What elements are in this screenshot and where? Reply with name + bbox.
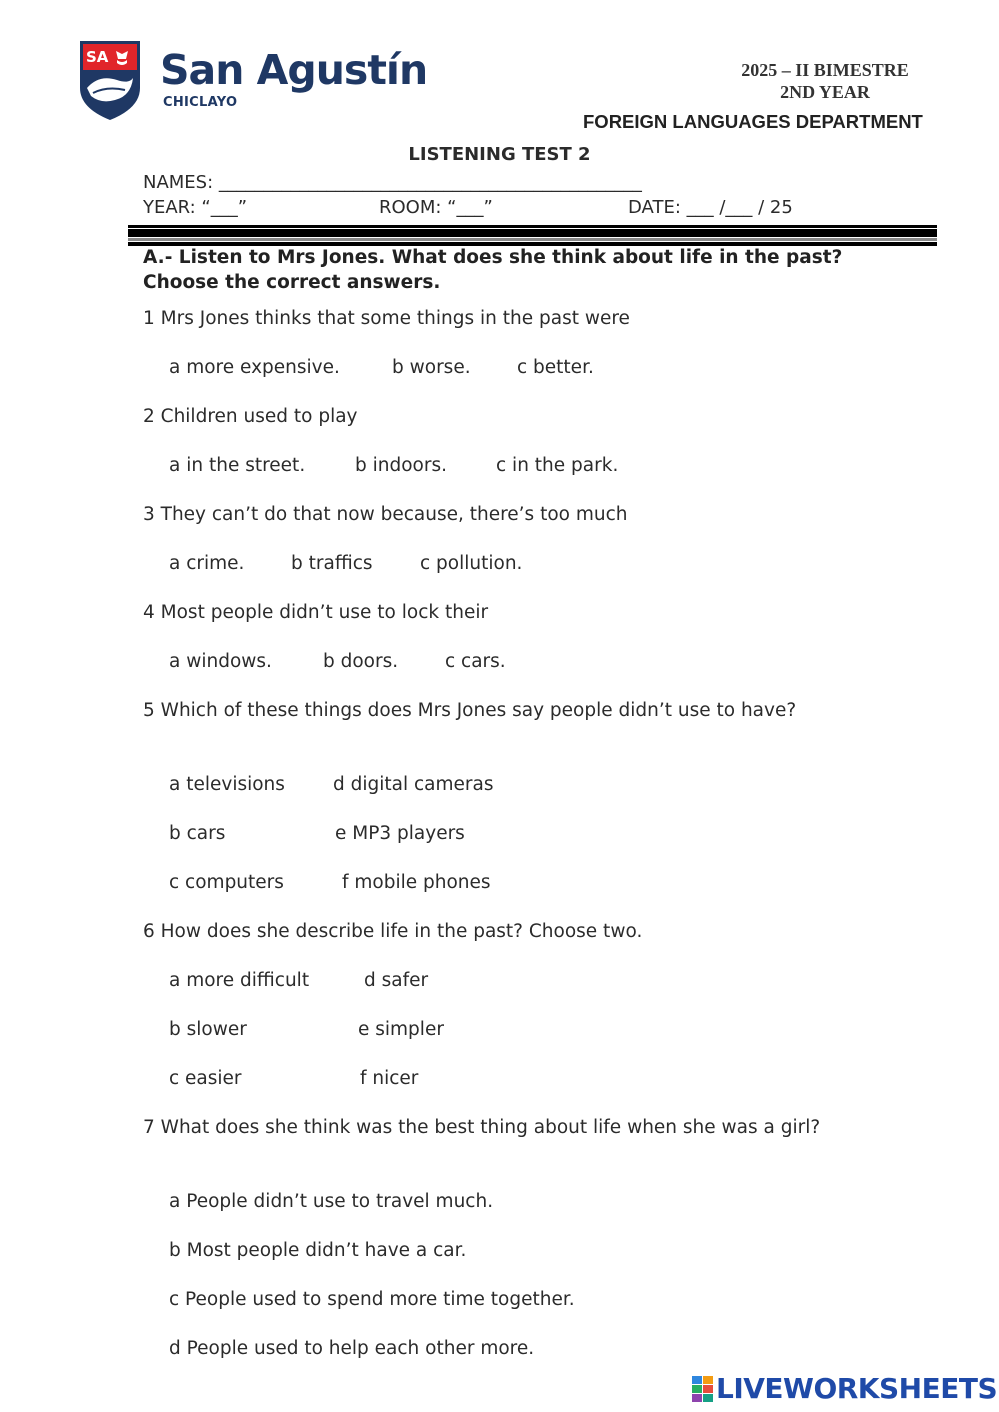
names-field[interactable]: NAMES: _______________________________________________ <box>143 172 642 193</box>
date-field[interactable]: DATE: ___ /___ / 25 <box>628 197 793 218</box>
q2-option-b[interactable]: b indoors. <box>355 455 447 476</box>
svg-text:SA: SA <box>86 48 109 66</box>
q1-option-b[interactable]: b worse. <box>392 357 471 378</box>
q3-option-b[interactable]: b traffics <box>291 553 373 574</box>
room-field[interactable]: ROOM: “___” <box>379 197 493 218</box>
liveworksheets-watermark <box>692 1372 997 1405</box>
question-5: 5 Which of these things does Mrs Jones say people didn’t use to have? <box>143 700 797 721</box>
term-line: 2025 – II BIMESTRE <box>741 60 909 80</box>
q4-option-a[interactable]: a windows. <box>169 651 272 672</box>
q7-option-a[interactable]: a People didn’t use to travel much. <box>169 1191 494 1212</box>
liveworksheets-logo-icon <box>692 1376 714 1402</box>
q6-option-b[interactable]: b slower <box>169 1019 247 1040</box>
q7-option-c[interactable]: c People used to spend more time together. <box>169 1289 575 1310</box>
q6-option-a[interactable]: a more difficult <box>169 970 310 991</box>
q3-option-a[interactable]: a crime. <box>169 553 245 574</box>
q4-option-b[interactable]: b doors. <box>323 651 399 672</box>
year-field[interactable]: YEAR: “___” <box>143 197 248 218</box>
q5-option-d[interactable]: d digital cameras <box>333 774 494 795</box>
q1-option-c[interactable]: c better. <box>517 357 594 378</box>
q5-option-e[interactable]: e MP3 players <box>335 823 465 844</box>
watermark-text: LIVEWORKSHEETS <box>716 1372 998 1405</box>
question-2: 2 Children used to play <box>143 406 358 427</box>
q7-option-d[interactable]: d People used to help each other more. <box>169 1338 535 1359</box>
q2-option-a[interactable]: a in the street. <box>169 455 306 476</box>
q6-option-f[interactable]: f nicer <box>360 1068 419 1089</box>
school-logo-icon <box>77 38 143 122</box>
divider <box>128 238 937 241</box>
q6-option-c[interactable]: c easier <box>169 1068 242 1089</box>
q6-option-d[interactable]: d safer <box>364 970 429 991</box>
test-title: LISTENING TEST 2 <box>408 144 591 165</box>
q5-option-b[interactable]: b cars <box>169 823 226 844</box>
q2-option-c[interactable]: c in the park. <box>496 455 619 476</box>
divider <box>128 229 937 237</box>
question-3: 3 They can’t do that now because, there’s too much <box>143 504 628 525</box>
q7-option-b[interactable]: b Most people didn’t have a car. <box>169 1240 467 1261</box>
q4-option-c[interactable]: c cars. <box>445 651 506 672</box>
question-7: 7 What does she think was the best thing about life when she was a girl? <box>143 1117 821 1138</box>
school-city: CHICLAYO <box>163 95 238 110</box>
divider <box>128 225 937 228</box>
section-a-instruction: A.- Listen to Mrs Jones. What does she think about life in the past? Choose the correct answers. <box>143 247 843 293</box>
school-name: San Agustín <box>160 46 428 94</box>
question-4: 4 Most people didn’t use to lock their <box>143 602 489 623</box>
term-info <box>700 59 950 103</box>
q3-option-c[interactable]: c pollution. <box>420 553 523 574</box>
department-title: FOREIGN LANGUAGES DEPARTMENT <box>583 111 923 132</box>
year-line: 2ND YEAR <box>780 82 870 102</box>
q5-option-a[interactable]: a televisions <box>169 774 285 795</box>
q5-option-c[interactable]: c computers <box>169 872 284 893</box>
q5-option-f[interactable]: f mobile phones <box>342 872 491 893</box>
question-6: 6 How does she describe life in the past? Choose two. <box>143 921 643 942</box>
q6-option-e[interactable]: e simpler <box>358 1019 444 1040</box>
q1-option-a[interactable]: a more expensive. <box>169 357 340 378</box>
question-1: 1 Mrs Jones thinks that some things in the past were <box>143 308 630 329</box>
